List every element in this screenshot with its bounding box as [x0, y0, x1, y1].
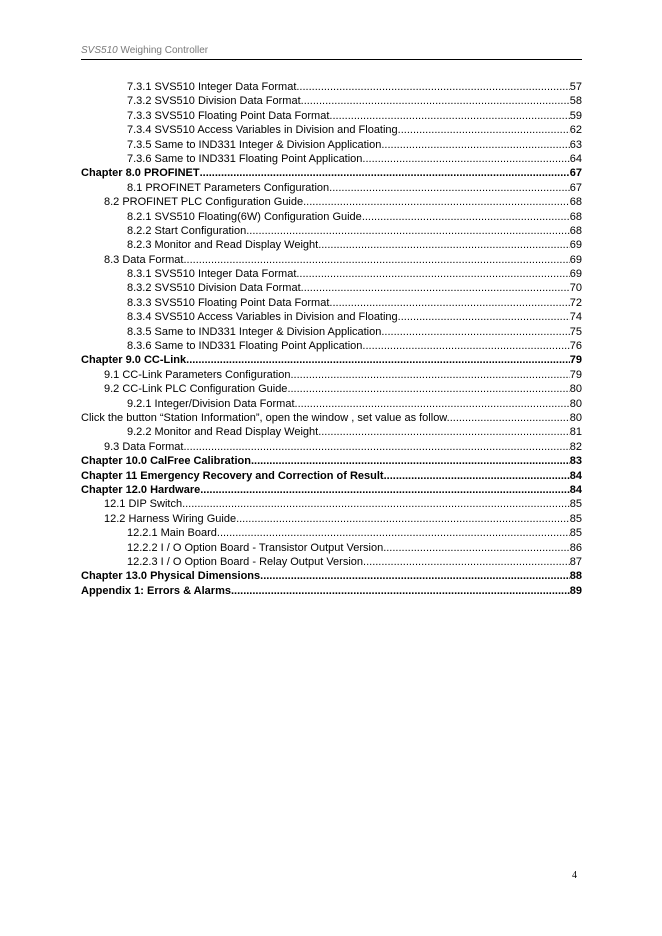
toc-leader-dots [318, 425, 570, 439]
toc-leader-dots [383, 541, 570, 555]
toc-entry[interactable] [81, 281, 582, 295]
page-number: 4 [572, 870, 577, 881]
toc-entry-page: 83 [569, 455, 582, 468]
toc-entry-title: Chapter 12.0 Hardware [81, 483, 201, 496]
toc-leader-dots [332, 296, 569, 310]
toc-entry[interactable] [81, 555, 582, 569]
toc-entry[interactable] [81, 497, 582, 511]
toc-entry[interactable] [81, 469, 582, 483]
toc-entry-page: 84 [569, 483, 582, 496]
toc-entry[interactable] [81, 353, 582, 367]
toc-leader-dots [186, 353, 570, 367]
toc-entry-page: 68 [569, 196, 582, 209]
toc-entry-page: 86 [569, 541, 582, 554]
toc-leader-dots [246, 224, 570, 238]
toc-entry[interactable] [81, 440, 582, 454]
toc-entry-title: 7.3.4 SVS510 Access Variables in Division and Floating [127, 124, 398, 137]
toc-leader-dots [450, 411, 570, 425]
toc-entry-title: 8.3.1 SVS510 Integer Data Format [127, 268, 297, 281]
toc-entry-page: 87 [569, 555, 582, 568]
toc-entry-page: 85 [569, 512, 582, 525]
toc-entry-page: 70 [569, 282, 582, 295]
toc-entry-page: 69 [569, 268, 582, 281]
toc-leader-dots [260, 569, 570, 583]
toc-entry-page: 67 [569, 167, 582, 180]
toc-entry[interactable] [81, 181, 582, 195]
toc-entry[interactable] [81, 195, 582, 209]
toc-entry-title: Chapter 9.0 CC-Link [81, 354, 187, 367]
toc-entry-page: 85 [569, 527, 582, 540]
toc-entry[interactable] [81, 569, 582, 583]
toc-leader-dots [303, 195, 570, 209]
toc-entry-title: 12.2.2 I / O Option Board - Transistor Output Version [127, 541, 384, 554]
toc-leader-dots [398, 310, 570, 324]
toc-entry-title: 8.2 PROFINET PLC Configuration Guide [104, 196, 304, 209]
toc-leader-dots [217, 526, 570, 540]
toc-entry-title: Chapter 13.0 Physical Dimensions [81, 570, 261, 583]
toc-entry[interactable] [81, 253, 582, 267]
toc-entry-title: 8.3.3 SVS510 Floating Point Data Format. [127, 296, 333, 309]
toc-entry-page: 89 [569, 584, 582, 597]
toc-entry-title: Click the button “Station Information”, open the window , set value as follow. [81, 411, 450, 424]
toc-leader-dots [183, 253, 569, 267]
toc-entry[interactable] [81, 512, 582, 526]
toc-entry[interactable] [81, 526, 582, 540]
toc-leader-dots [251, 454, 570, 468]
toc-entry-title: Chapter 8.0 PROFINET [81, 167, 200, 180]
toc-entry-title: 7.3.5 Same to IND331 Integer & Division Application [127, 138, 382, 151]
toc-entry-title: 7.3.6 Same to IND331 Floating Point Application [127, 152, 363, 165]
toc-entry-title: 7.3.1 SVS510 Integer Data Format [127, 81, 297, 93]
toc-entry[interactable] [81, 325, 582, 339]
toc-entry-title: 8.3.2 SVS510 Division Data Format [127, 282, 301, 295]
toc-entry[interactable] [81, 109, 582, 123]
toc-leader-dots [362, 210, 570, 224]
toc-entry-page: 67 [569, 181, 582, 194]
toc-leader-dots [318, 238, 570, 252]
toc-entry-title: 7.3.3 SVS510 Floating Point Data Format. [127, 109, 333, 122]
toc-entry-title: 9.2.1 Integer/Division Data Format [127, 397, 295, 410]
toc-entry[interactable] [81, 152, 582, 166]
toc-entry-page: 82 [569, 440, 582, 453]
toc-entry[interactable] [81, 382, 582, 396]
toc-entry-title: 7.3.2 SVS510 Division Data Format [127, 95, 301, 108]
toc-entry-page: 88 [569, 570, 582, 583]
toc-leader-dots [236, 512, 570, 526]
toc-leader-dots [384, 469, 570, 483]
toc-entry[interactable] [81, 584, 582, 598]
toc-entry[interactable] [81, 224, 582, 238]
toc-entry[interactable] [81, 80, 582, 94]
toc-entry-page: 59 [569, 109, 582, 122]
toc-entry[interactable] [81, 238, 582, 252]
toc-leader-dots [301, 94, 570, 108]
table-of-contents [81, 80, 582, 598]
toc-entry[interactable] [81, 425, 582, 439]
toc-leader-dots [381, 138, 569, 152]
toc-entry-page: 81 [569, 426, 582, 439]
toc-entry-title: 12.2 Harness Wiring Guide [104, 512, 237, 525]
toc-entry-page: 72 [569, 296, 582, 309]
toc-leader-dots [301, 281, 570, 295]
toc-entry-page: 68 [569, 210, 582, 223]
toc-entry[interactable] [81, 267, 582, 281]
toc-entry-title: 8.2.2 Start Configuration [127, 224, 247, 237]
toc-entry-page: 79 [569, 368, 582, 381]
toc-entry-page: 69 [569, 239, 582, 252]
toc-entry-page: 84 [569, 469, 582, 482]
toc-entry-title: Chapter 10.0 CalFree Calibration [81, 455, 251, 468]
toc-entry-title: Chapter 11 Emergency Recovery and Correction of Result [81, 469, 384, 482]
toc-entry-title: 9.2 CC-Link PLC Configuration Guide [104, 383, 288, 396]
toc-entry[interactable] [81, 94, 582, 108]
toc-entry[interactable] [81, 339, 582, 353]
toc-leader-dots [296, 267, 569, 281]
header-model: SVS510 [81, 45, 118, 56]
toc-leader-dots [295, 397, 570, 411]
toc-entry[interactable] [81, 166, 582, 180]
toc-entry-page: 85 [569, 498, 582, 511]
toc-entry-title: 8.2.1 SVS510 Floating(6W) Configuration Guide [127, 210, 362, 223]
page-header [81, 45, 582, 60]
toc-entry-page: 80 [569, 383, 582, 396]
toc-entry-title: 8.1 PROFINET Parameters Configuration [127, 181, 330, 194]
toc-entry-page: 68 [569, 224, 582, 237]
toc-entry-page: 75 [569, 325, 582, 338]
toc-entry[interactable] [81, 210, 582, 224]
toc-entry-page: 80 [569, 397, 582, 410]
toc-leader-dots [329, 181, 570, 195]
toc-entry-page: 62 [569, 124, 582, 137]
toc-leader-dots [363, 555, 570, 569]
toc-entry-page: 63 [569, 138, 582, 151]
toc-entry[interactable] [81, 397, 582, 411]
toc-leader-dots [296, 80, 569, 94]
toc-leader-dots [398, 123, 570, 137]
toc-leader-dots [200, 483, 570, 497]
toc-entry-title: 12.2.1 Main Board [127, 527, 217, 540]
toc-leader-dots [381, 325, 569, 339]
toc-leader-dots [362, 339, 569, 353]
toc-entry-title: 8.2.3 Monitor and Read Display Weight [127, 239, 319, 252]
toc-entry-page: 74 [569, 311, 582, 324]
toc-entry-page: 76 [569, 340, 582, 353]
toc-entry[interactable] [81, 123, 582, 137]
toc-entry-title: 9.3 Data Format [104, 440, 184, 453]
toc-entry-page: 57 [569, 81, 582, 93]
toc-entry-title: 8.3.6 Same to IND331 Floating Point Application [127, 340, 363, 353]
toc-leader-dots [231, 584, 570, 598]
toc-entry-title: 12.1 DIP Switch [104, 498, 183, 511]
toc-entry-page: 64 [569, 152, 582, 165]
toc-entry-title: 9.1 CC-Link Parameters Configuration [104, 368, 291, 381]
toc-entry[interactable] [81, 138, 582, 152]
toc-entry[interactable] [81, 296, 582, 310]
header-title: Weighing Controller [117, 45, 209, 56]
toc-entry-page: 79 [569, 354, 582, 367]
toc-entry-page: 69 [569, 253, 582, 266]
toc-leader-dots [182, 497, 570, 511]
toc-entry-title: 8.3.4 SVS510 Access Variables in Division and Floating [127, 311, 398, 324]
toc-entry-title: 8.3 Data Format [104, 253, 184, 266]
toc-leader-dots [183, 440, 569, 454]
toc-entry[interactable] [81, 454, 582, 468]
toc-entry[interactable] [81, 541, 582, 555]
toc-leader-dots [362, 152, 569, 166]
toc-leader-dots [200, 166, 570, 180]
toc-entry[interactable] [81, 483, 582, 497]
toc-entry-title: 9.2.2 Monitor and Read Display Weight [127, 426, 319, 439]
toc-entry-page: 80 [569, 411, 582, 424]
toc-entry[interactable] [81, 411, 582, 425]
toc-leader-dots [290, 368, 569, 382]
toc-entry-title: 12.2.3 I / O Option Board - Relay Output Version [127, 555, 364, 568]
toc-entry-title: Appendix 1: Errors & Alarms [81, 584, 231, 597]
toc-leader-dots [287, 382, 569, 396]
toc-entry[interactable] [81, 368, 582, 382]
toc-entry[interactable] [81, 310, 582, 324]
toc-entry-title: 8.3.5 Same to IND331 Integer & Division Application [127, 325, 382, 338]
toc-entry-page: 58 [569, 95, 582, 108]
toc-leader-dots [332, 109, 569, 123]
